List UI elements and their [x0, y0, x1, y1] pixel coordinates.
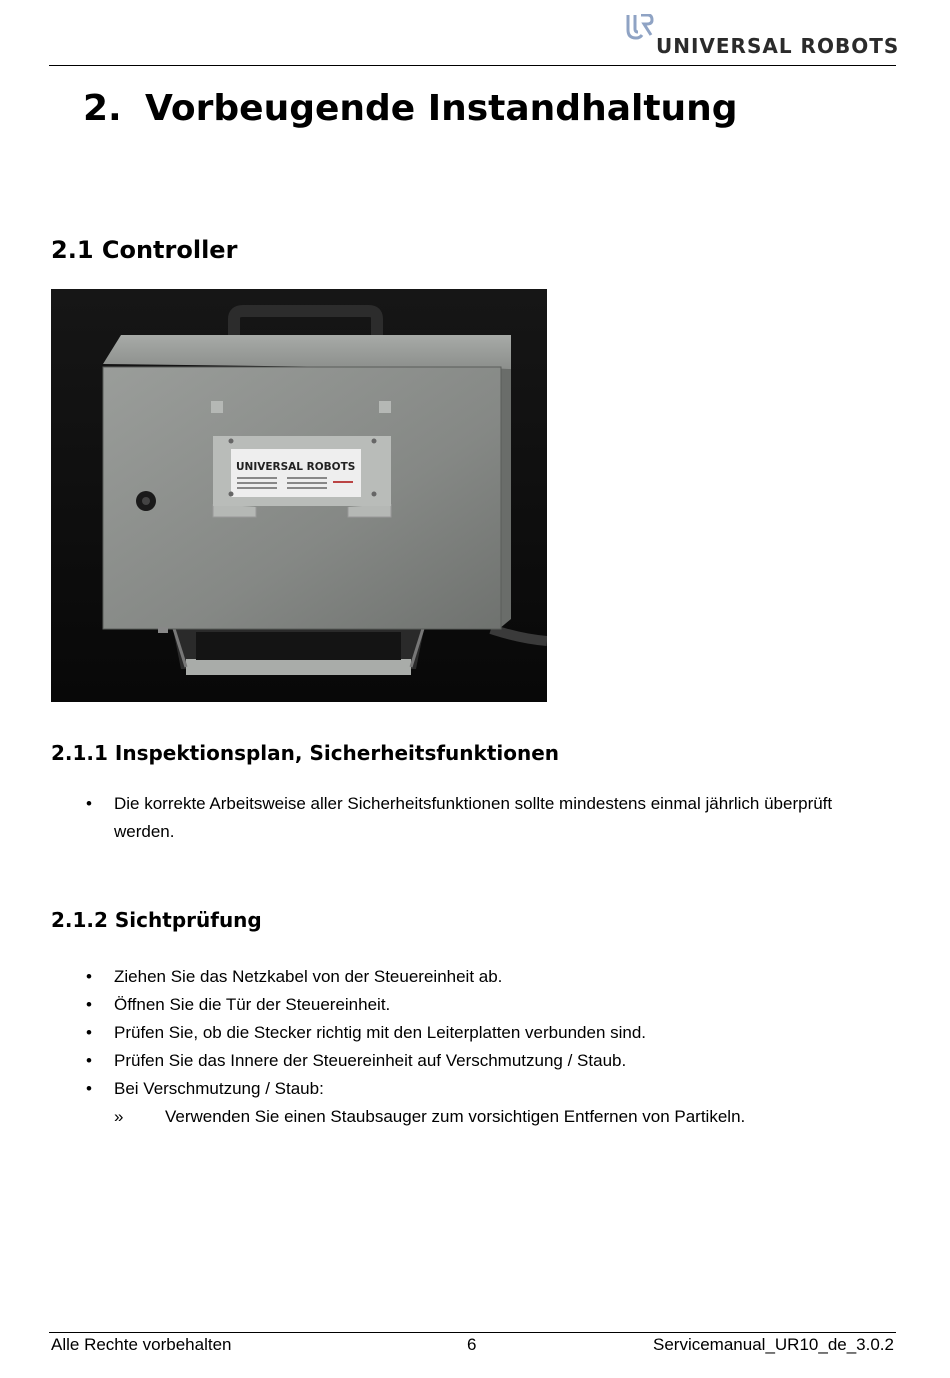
list-item-text: Die korrekte Arbeitsweise aller Sicherheitsfunktionen sollte mindestens einmal jährlich überprüft werden. [114, 794, 833, 841]
plate-logo-text: UNIVERSAL ROBOTS [236, 461, 356, 473]
list-item [0, 991, 950, 1019]
list-item-text: Prüfen Sie das Innere der Steuereinheit auf Verschmutzung / Staub. [114, 1051, 627, 1070]
sub-bullet: » [114, 1107, 124, 1126]
controller-photo [51, 289, 547, 702]
subsection-heading-inspection: 2.1.1 Inspektionsplan, Sicherheitsfunktionen [51, 741, 560, 765]
bullet: • [86, 794, 92, 813]
list-item-text: Prüfen Sie, ob die Stecker richtig mit den Leiterplatten verbunden sind. [114, 1023, 647, 1042]
list-item [0, 1075, 950, 1103]
footer-page-number: 6 [467, 1335, 477, 1354]
footer-divider [49, 1332, 896, 1333]
sub-list-item-text: Verwenden Sie einen Staubsauger zum vorsichtigen Entfernen von Partikeln. [165, 1107, 746, 1126]
list-item [0, 963, 950, 991]
list-item-text: Öffnen Sie die Tür der Steuereinheit. [114, 995, 391, 1014]
universal-robots-logo [626, 14, 900, 60]
bullet: • [86, 995, 92, 1014]
inspection-list [0, 790, 950, 846]
footer-copyright: Alle Rechte vorbehalten [51, 1335, 232, 1354]
sub-list-item [0, 1103, 950, 1131]
visual-check-list [0, 963, 950, 1131]
list-item [0, 1047, 950, 1075]
controller-box-illustration [51, 289, 547, 702]
bullet: • [86, 1079, 92, 1098]
chapter-heading [83, 88, 738, 129]
chapter-number: 2. [83, 88, 122, 129]
list-item [0, 790, 950, 846]
logo-text: UNIVERSAL ROBOTS [656, 34, 900, 58]
footer-document-id: Servicemanual_UR10_de_3.0.2 [653, 1335, 894, 1354]
subsection-heading-visual-check: 2.1.2 Sichtprüfung [51, 908, 262, 932]
bullet: • [86, 1051, 92, 1070]
bullet: • [86, 1023, 92, 1042]
list-item-text: Ziehen Sie das Netzkabel von der Steuereinheit ab. [114, 967, 503, 986]
header-divider [49, 65, 896, 66]
bullet: • [86, 967, 92, 986]
chapter-title: Vorbeugende Instandhaltung [145, 88, 738, 129]
list-item-text: Bei Verschmutzung / Staub: [114, 1079, 324, 1098]
ur-logo-icon [626, 14, 654, 40]
section-heading: 2.1 Controller [51, 236, 238, 264]
list-item [0, 1019, 950, 1047]
